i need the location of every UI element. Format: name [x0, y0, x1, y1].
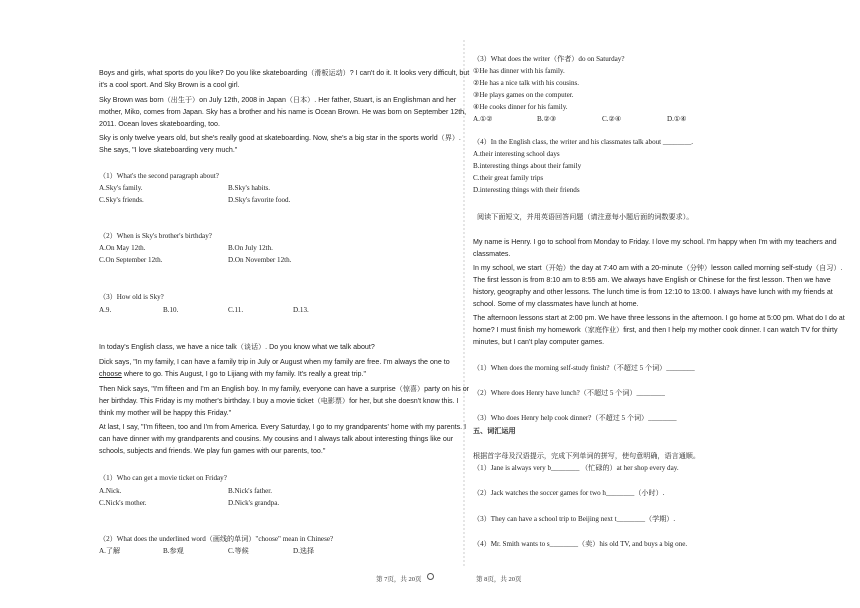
option-a: A.①② — [473, 115, 493, 123]
option-a: A.了解 — [99, 547, 121, 555]
option-b: B.Nick's father. — [228, 487, 273, 495]
binding-hole — [427, 573, 434, 580]
dick-text-b: where to go. This August, I go to Lijiang with my family. It's really a great trip." — [121, 370, 366, 378]
option-b: B.10. — [163, 306, 179, 314]
passage1-para2: Sky Brown was born（出生于）on July 12th, 2008 in Japan（日本）. Her father, Stuart, is an Englishman and her mother, Miko, comes from Japan. Sky has a brother and his name is Ocean Brown. He was born on September 12th, 2011. Ocean loves skateboarding, too. — [99, 96, 467, 128]
option-b: B.interesting things about their family — [473, 162, 582, 170]
option-a: A.Nick. — [99, 487, 122, 495]
section-instruction: 阅读下面短文，并用英语回答问题（请注意每小题后面的词数要求）。 — [477, 213, 694, 221]
option-b: B.Sky's habits. — [228, 184, 271, 192]
option-c: C.Sky's friends. — [99, 196, 144, 204]
option-c: C.Nick's mother. — [99, 499, 147, 507]
passage2-last: At last, I say, "I'm fifteen, too and I'm from America. Every Saturday, I go to my grandparents' home with my parents. I can have dinner with my grandparents and cousins. My cousins and I always talk about interesting things like our schools, subjects and friends. We play fun games with our parents, too." — [99, 423, 467, 455]
passage3-para2: In my school, we start（开始）the day at 7:40 am with a 20-minute（分钟）lesson called morning self-study（自习）. The first lesson is from 8:10 am to 8:55 am. We always have English or Chinese for the first lesson. Then we have history, geography and other lessons. The lunch time is from 12:10 to 13:00. I always have lunch with my friends at school. Some of my classmates have lunch at home. — [473, 264, 843, 308]
question-stem: （2）When is Sky's brother's birthday? — [99, 232, 212, 240]
option-c: C.等候 — [228, 547, 249, 555]
question-7 — [473, 136, 845, 196]
section-title: 五、词汇运用 — [473, 427, 516, 435]
statement-1: ①He has dinner with his family. — [473, 67, 565, 75]
dick-text-a: Dick says, "In my family, I can have a family trip in July or August when my family are free. I'm always the one to — [99, 358, 450, 366]
passage1-para1: Boys and girls, what sports do you like? Do you like skateboarding（滑板运动）? I can't do it. It looks very difficult, but it's a cool sport. And Sky Brown is a cool girl. — [99, 69, 470, 89]
passage2-intro: In today's English class, we have a nice talk（谈话）. Do you know what we talk about? — [99, 343, 375, 351]
question-1 — [99, 170, 471, 204]
option-c: C.②④ — [602, 115, 622, 123]
passage1-para3: Sky is only twelve years old, but she's really good at skateboarding. Now, she's a big star in the sports world（界）. She says, "I love skateboarding very much." — [99, 134, 461, 154]
statement-3: ③He plays games on the computer. — [473, 91, 574, 99]
option-a: A.On May 12th. — [99, 244, 146, 252]
option-a: A.Sky's family. — [99, 184, 143, 192]
question-stem: （4）In the English class, the writer and his classmates talk about ________. — [473, 138, 694, 146]
option-a: A.9. — [99, 306, 112, 314]
underlined-word: choose — [99, 370, 122, 378]
question-stem: （3）What does the writer（作者）do on Saturday? — [473, 55, 625, 63]
vocab-3: （3）They can have a school trip to Beijing next t________（学期）. — [473, 515, 676, 523]
vocab-4: （4）Mr. Smith wants to s________（卖）his old TV, and buys a big one. — [473, 540, 688, 548]
question-8: （1）When does the morning self-study finish?（不超过 5 个词）________ — [473, 364, 695, 372]
option-b: B.参观 — [163, 547, 184, 555]
vocab-1: （1）Jane is always very b________ （忙碌的）at her shop every day. — [473, 464, 679, 472]
option-c: C.On September 12th. — [99, 256, 163, 264]
statement-2: ②He has a nice talk with his cousins. — [473, 79, 580, 87]
option-d: D.interesting things with their friends — [473, 186, 580, 194]
question-stem: （1）What's the second paragraph about? — [99, 172, 219, 180]
question-4 — [99, 472, 471, 507]
page-number-left: 第 7页，共 20页 — [376, 576, 422, 583]
question-2 — [99, 230, 471, 264]
passage2-dick — [99, 356, 471, 380]
question-9: （2）Where does Henry have lunch?（不超过 5 个词）________ — [473, 389, 665, 397]
question-stem: （1）Who can get a movie ticket on Friday? — [99, 474, 227, 482]
vocab-instruction: 根据首字母及汉语提示，完成下列单词的拼写，使句意明确，语言通顺。 — [473, 452, 700, 460]
statement-4: ④He cooks dinner for his family. — [473, 103, 568, 111]
page-number-right: 第 8页，共 20页 — [476, 576, 522, 583]
option-d: D.Nick's grandpa. — [228, 499, 280, 507]
vocab-2: （2）Jack watches the soccer games for two h________（小时）. — [473, 489, 665, 497]
question-3 — [99, 291, 471, 314]
question-5 — [99, 533, 471, 555]
option-b: B.On July 12th. — [228, 244, 273, 252]
option-d: D.选择 — [293, 547, 315, 555]
option-a: A.their interesting school days — [473, 150, 560, 158]
option-c: C.their great family trips — [473, 174, 544, 182]
question-stem: （3）How old is Sky? — [99, 293, 164, 301]
option-b: B.②③ — [537, 115, 557, 123]
option-d: D.Sky's favorite food. — [228, 196, 291, 204]
question-stem: （2）What does the underlined word（画线的单词）"choose" mean in Chinese? — [99, 535, 334, 543]
passage3-para1: My name is Henry. I go to school from Monday to Friday. I love my school. I'm happy when I'm with my teachers and classmates. — [473, 238, 837, 258]
passage2-nick: Then Nick says, "I'm fifteen and I'm an English boy. In my family, everyone can have a surprise（惊喜）party on his or her birthday. This Friday is my mother's birthday. I buy a movie ticket（电影票）for her, but she doesn't know this. I think my mother will be happy this Friday." — [99, 385, 470, 417]
option-c: C.11. — [228, 306, 244, 314]
passage3-para3: The afternoon lessons start at 2:00 pm. We have three lessons in the afternoon. I go home at 5:00 pm. What do I do at home? I must finish my homework（家庭作业）first, and then I help my mother cook dinner. I can watch TV for thirty minutes, but I can't play computer games. — [473, 314, 845, 346]
option-d: D.①④ — [667, 115, 687, 123]
question-10: （3）Who does Henry help cook dinner?（不超过 5 个词）________ — [473, 414, 677, 422]
option-d: D.On November 12th. — [228, 256, 292, 264]
option-d: D.13. — [293, 306, 309, 314]
question-6 — [473, 53, 845, 123]
